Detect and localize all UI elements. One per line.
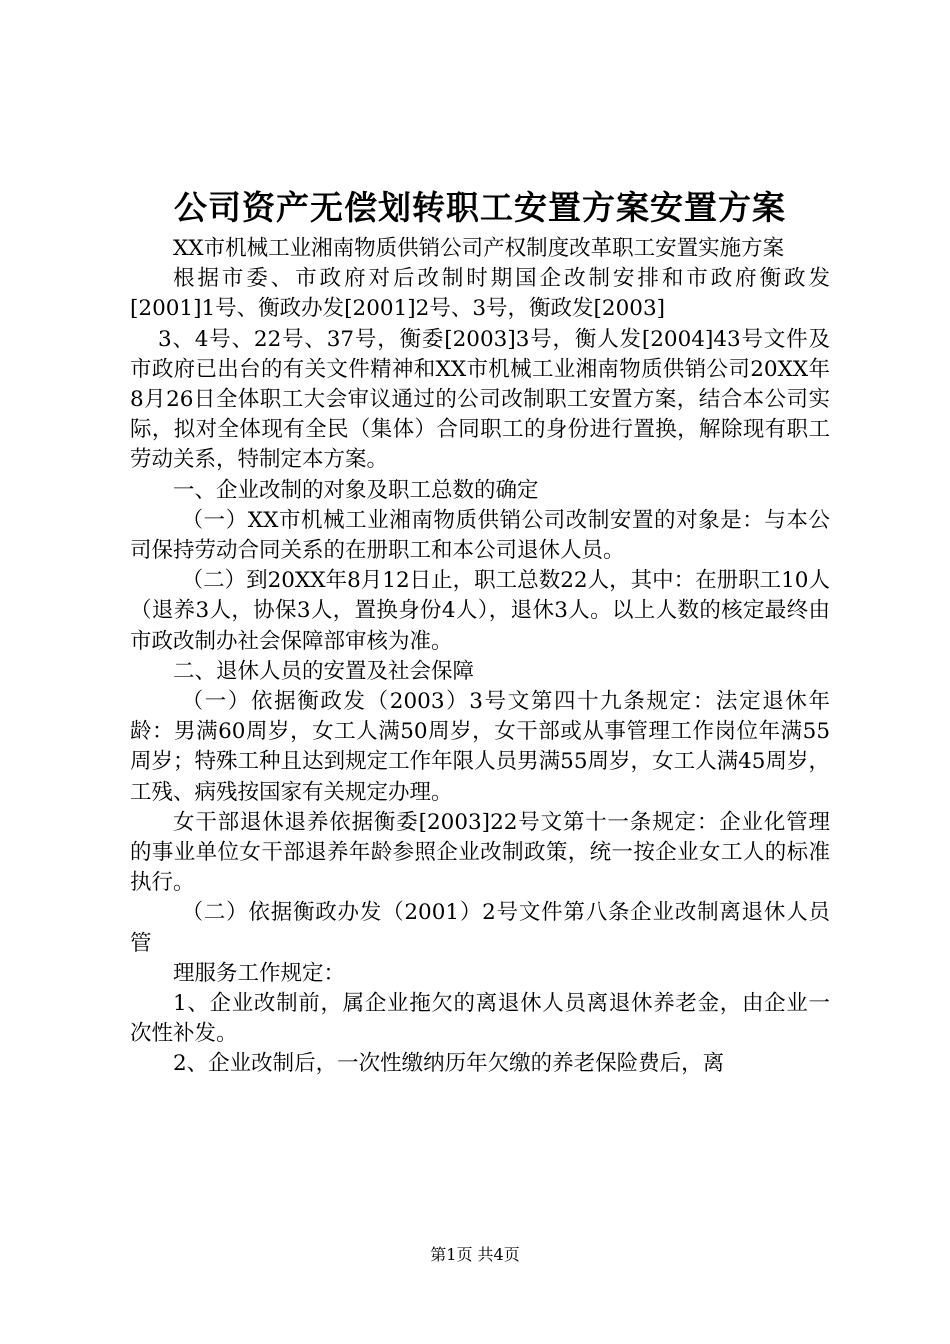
paragraph-2-2: （二）依据衡政办发（2001）2号文件第八条企业改制离退休人员管 [130,900,830,956]
page-footer: 第1页 共4页 [430,1245,520,1264]
list-item-1: 1、企业改制前，属企业拖欠的离退休人员离退休养老金，由企业一次性补发。 [130,991,830,1047]
list-item-2: 2、企业改制后，一次性缴纳历年欠缴的养老保险费后，离 [173,1051,725,1077]
paragraph-plan-name: XX市机械工业湘南物质供销公司产权制度改革职工安置实施方案 [173,236,785,261]
paragraph-female-cadre: 女干部退休退养依据衡委[2003]22号文第十一条规定：企业化管理的事业单位女干部退养年龄参照企业改制政策，统一按企业女工人的标准执行。 [130,809,830,896]
document-page [130,0,830,1344]
paragraph-1-2: （二）到20XX年8月12日止，职工总数22人，其中：在册职工10人（退养3人，协保3人，置换身份4人），退休3人。以上人数的核定最终由市政改制办社会保障部审核为准。 [130,568,830,654]
section-heading-2: 二、退休人员的安置及社会保障 [173,658,475,684]
paragraph-basis-continued: 3、4号、22号、37号，衡委[2003]3号，衡人发[2004]43号文件及市政府已出台的有关文件精神和XX市机械工业湘南物质供销公司20XX年8月26日全体职工大会审议通过的公司改制职工安置方案，结合本公司实际，拟对全体现有全民（集体）合同职工的身份进行置换，解除现有职工劳动关系，特制定本方案。 [130,326,830,473]
paragraph-2-1: （一）依据衡政发（2003）3号文第四十九条规定：法定退休年龄：男满60周岁，女工人满50周岁，女干部或从事管理工作岗位年满55周岁；特殊工种且达到规定工作年限人员男满55周岁，女工人满45周岁，工残、病残按国家有关规定办理。 [130,689,830,805]
paragraph-basis: 根据市委、市政府对后改制时期国企改制安排和市政府衡政发[2001]1号、衡政办发[2001]2号、3号，衡政发[2003] [130,266,830,322]
paragraph-1-1: （一）XX市机械工业湘南物质供销公司改制安置的对象是：与本公司保持劳动合同关系的在册职工和本公司退休人员。 [130,507,830,564]
document-body [130,234,830,1080]
section-heading-1: 一、企业改制的对象及职工总数的确定 [173,477,539,503]
paragraph-2-2-continued: 理服务工作规定： [173,960,346,986]
document-title: 公司资产无偿划转职工安置方案安置方案 [174,188,786,227]
